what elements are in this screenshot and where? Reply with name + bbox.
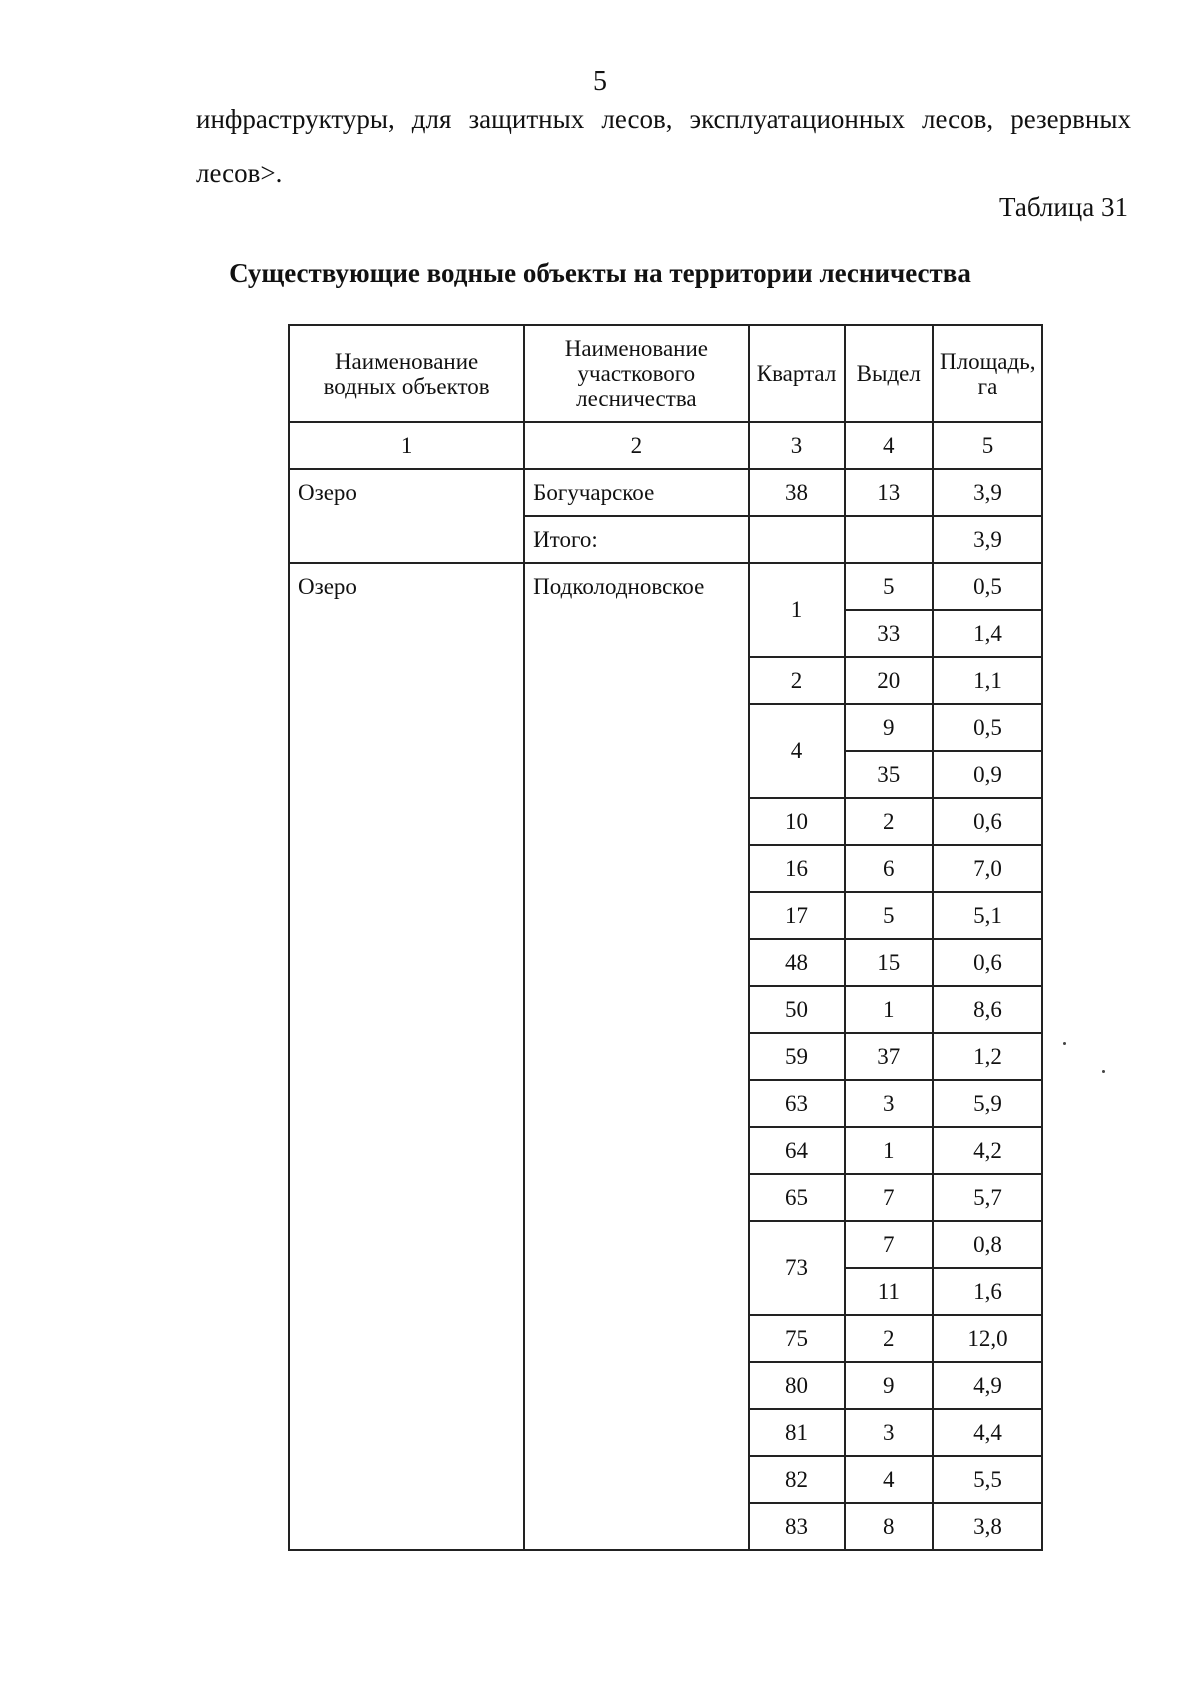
kvartal-cell: 81 bbox=[749, 1409, 845, 1456]
area-cell: 1,4 bbox=[933, 610, 1042, 657]
area-cell: 12,0 bbox=[933, 1315, 1042, 1362]
vydel-cell: 15 bbox=[845, 939, 933, 986]
kvartal-cell: 65 bbox=[749, 1174, 845, 1221]
header-district: Наименование участкового лесничества bbox=[524, 325, 748, 422]
header-vydel: Выдел bbox=[845, 325, 933, 422]
intro-line-2: лесов>. bbox=[196, 158, 283, 188]
column-number-row bbox=[289, 422, 1042, 469]
vydel-cell: 2 bbox=[845, 1315, 933, 1362]
empty-cell bbox=[749, 516, 845, 563]
intro-paragraph bbox=[196, 92, 1131, 200]
scan-speck bbox=[1063, 1042, 1066, 1045]
vydel-cell: 37 bbox=[845, 1033, 933, 1080]
area-cell: 4,2 bbox=[933, 1127, 1042, 1174]
vydel-cell: 8 bbox=[845, 1503, 933, 1550]
kvartal-cell: 82 bbox=[749, 1456, 845, 1503]
kvartal-cell: 63 bbox=[749, 1080, 845, 1127]
area-cell: 3,9 bbox=[933, 469, 1042, 516]
area-cell: 5,5 bbox=[933, 1456, 1042, 1503]
area-cell: 0,8 bbox=[933, 1221, 1042, 1268]
kvartal-cell: 75 bbox=[749, 1315, 845, 1362]
vydel-cell: 3 bbox=[845, 1080, 933, 1127]
header-kvartal: Квартал bbox=[749, 325, 845, 422]
area-cell: 4,9 bbox=[933, 1362, 1042, 1409]
water-objects-table bbox=[288, 324, 1043, 1551]
kvartal-cell: 48 bbox=[749, 939, 845, 986]
area-cell: 8,6 bbox=[933, 986, 1042, 1033]
kvartal-cell: 4 bbox=[749, 704, 845, 798]
kvartal-cell: 83 bbox=[749, 1503, 845, 1550]
area-cell: 1,2 bbox=[933, 1033, 1042, 1080]
kvartal-cell: 64 bbox=[749, 1127, 845, 1174]
district-cell: Богучарское bbox=[524, 469, 748, 516]
column-number: 4 bbox=[845, 422, 933, 469]
kvartal-cell: 73 bbox=[749, 1221, 845, 1315]
area-cell: 0,5 bbox=[933, 704, 1042, 751]
area-cell: 0,9 bbox=[933, 751, 1042, 798]
table-row bbox=[289, 563, 1042, 610]
column-number: 1 bbox=[289, 422, 524, 469]
vydel-cell: 33 bbox=[845, 610, 933, 657]
vydel-cell: 5 bbox=[845, 563, 933, 610]
kvartal-cell: 80 bbox=[749, 1362, 845, 1409]
vydel-cell: 6 bbox=[845, 845, 933, 892]
vydel-cell: 13 bbox=[845, 469, 933, 516]
water-object-cell: Озеро bbox=[289, 469, 524, 563]
vydel-cell: 11 bbox=[845, 1268, 933, 1315]
vydel-cell: 9 bbox=[845, 1362, 933, 1409]
area-cell: 3,8 bbox=[933, 1503, 1042, 1550]
table-row bbox=[289, 469, 1042, 516]
vydel-cell: 3 bbox=[845, 1409, 933, 1456]
column-number: 3 bbox=[749, 422, 845, 469]
vydel-cell: 20 bbox=[845, 657, 933, 704]
vydel-cell: 2 bbox=[845, 798, 933, 845]
kvartal-cell: 10 bbox=[749, 798, 845, 845]
vydel-cell: 5 bbox=[845, 892, 933, 939]
vydel-cell: 7 bbox=[845, 1174, 933, 1221]
vydel-cell: 1 bbox=[845, 986, 933, 1033]
area-cell: 1,1 bbox=[933, 657, 1042, 704]
area-cell: 0,6 bbox=[933, 939, 1042, 986]
water-object-cell: Озеро bbox=[289, 563, 524, 1550]
area-cell: 5,7 bbox=[933, 1174, 1042, 1221]
total-label: Итого: bbox=[524, 516, 748, 563]
area-cell: 0,6 bbox=[933, 798, 1042, 845]
kvartal-cell: 59 bbox=[749, 1033, 845, 1080]
kvartal-cell: 2 bbox=[749, 657, 845, 704]
kvartal-cell: 16 bbox=[749, 845, 845, 892]
vydel-cell: 1 bbox=[845, 1127, 933, 1174]
vydel-cell: 9 bbox=[845, 704, 933, 751]
table-label: Таблица 31 bbox=[999, 192, 1128, 222]
vydel-cell: 7 bbox=[845, 1221, 933, 1268]
area-cell: 5,1 bbox=[933, 892, 1042, 939]
column-number: 2 bbox=[524, 422, 748, 469]
area-cell: 5,9 bbox=[933, 1080, 1042, 1127]
intro-line-1: инфраструктуры, для защитных лесов, эксплуатационных лесов, резервных bbox=[196, 104, 1131, 134]
table-title: Существующие водные объекты на территории лесничества bbox=[229, 258, 971, 288]
district-cell: Подколодновское bbox=[524, 563, 748, 1550]
area-cell: 0,5 bbox=[933, 563, 1042, 610]
area-cell: 7,0 bbox=[933, 845, 1042, 892]
empty-cell bbox=[845, 516, 933, 563]
kvartal-cell: 38 bbox=[749, 469, 845, 516]
total-value: 3,9 bbox=[933, 516, 1042, 563]
kvartal-cell: 1 bbox=[749, 563, 845, 657]
vydel-cell: 4 bbox=[845, 1456, 933, 1503]
header-area: Площадь, га bbox=[933, 325, 1042, 422]
kvartal-cell: 17 bbox=[749, 892, 845, 939]
area-cell: 4,4 bbox=[933, 1409, 1042, 1456]
area-cell: 1,6 bbox=[933, 1268, 1042, 1315]
header-row bbox=[289, 325, 1042, 422]
header-water-object: Наименование водных объектов bbox=[289, 325, 524, 422]
scan-speck bbox=[1102, 1070, 1105, 1073]
vydel-cell: 35 bbox=[845, 751, 933, 798]
kvartal-cell: 50 bbox=[749, 986, 845, 1033]
page-number: 5 bbox=[593, 66, 607, 97]
column-number: 5 bbox=[933, 422, 1042, 469]
